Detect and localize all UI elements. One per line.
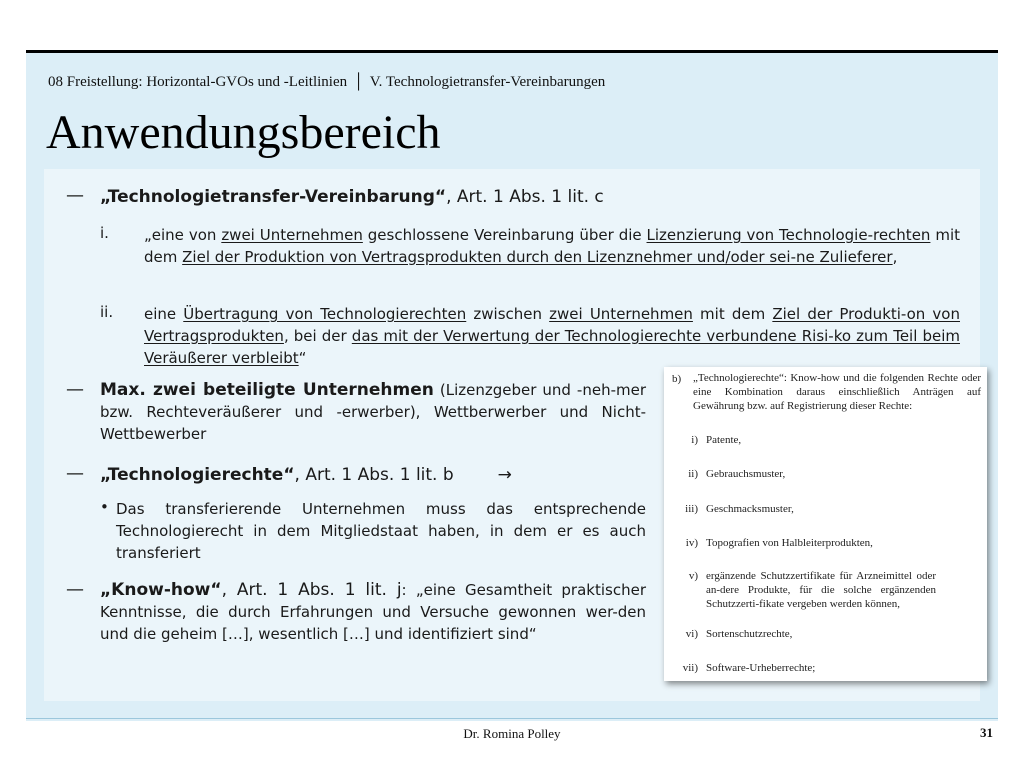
section-heading: [100, 185, 966, 209]
legal-text-excerpt: [664, 367, 987, 681]
underlined-run: Übertragung von Technologierechten: [183, 305, 467, 323]
excerpt-item-number: iv): [685, 537, 698, 549]
excerpt-item-text: Topografien von Halbleiterprodukten,: [706, 537, 873, 549]
excerpt-item-number: iii): [685, 503, 698, 515]
breadcrumb-section: V. Technologietransfer-Vereinbarungen: [369, 74, 606, 90]
underlined-run: Ziel der Produkti-on von Vertragsprodukten: [144, 305, 960, 345]
list-item-ii: [100, 303, 960, 369]
excerpt-item-text: Sortenschutzrechte,: [706, 628, 793, 640]
footer-divider: [26, 718, 998, 719]
dash-bullet: —: [66, 463, 84, 484]
underlined-run: das mit der Verwertung der Technologierechte verbundene Risi-ko zum Teil beim Veräußerer verbleibt: [144, 327, 960, 367]
underlined-run: Ziel der Produktion von Vertragsprodukten durch den Lizenznehmer und/oder sei-ne Zulieferer: [182, 248, 893, 266]
text-run: mit dem: [144, 226, 961, 266]
list-item-i: [100, 224, 960, 268]
heading-ref: , Art. 1 Abs. 1 lit. j: [221, 580, 402, 600]
excerpt-item-number: vii): [682, 662, 698, 674]
section-zwei-unternehmen: [66, 379, 646, 445]
dash-bullet: —: [66, 185, 84, 206]
breadcrumb-separator: │: [353, 74, 364, 90]
excerpt-item-text: Patente,: [706, 434, 742, 446]
heading-term: „Technologietransfer-Vereinbarung“: [100, 187, 447, 207]
excerpt-label: b): [672, 373, 682, 385]
heading-term: „Technologierechte“: [100, 465, 295, 485]
text-run: mit dem: [692, 305, 773, 323]
list-number: ii.: [100, 303, 114, 321]
excerpt-item-text: Gebrauchsmuster,: [706, 468, 786, 480]
bullet-text: Das transferierende Unternehmen muss das entsprechende Technologierecht in dem Mitgliedstaat haben, in dem er es auch transferiert: [116, 500, 646, 562]
footer-author: Dr. Romina Polley: [463, 726, 561, 741]
section-technologietransfer: [66, 185, 966, 209]
section-body: : „eine Gesamtheit praktischer Kenntnisse, die durch Erfahrungen und Versuche gewonnen wer-den und die geheim […], wesentlich […] und identifiziert sind“: [100, 581, 646, 643]
excerpt-item-number: v): [688, 570, 698, 582]
breadcrumb-chapter: 08 Freistellung: Horizontal-GVOs und -Leitlinien: [48, 74, 348, 90]
bullet-icon: •: [100, 498, 109, 516]
section-body: (Lizenzgeber und -neh-mer bzw. Rechteveräußerer und -erwerber), Wettberwerber und Nicht-Wettbewerber: [100, 381, 646, 443]
heading-term: „Know-how“: [100, 580, 222, 600]
section-technologierechte: [66, 463, 646, 487]
section-text: [100, 579, 646, 645]
excerpt-item-text: Software-Urheberrechte;: [706, 662, 816, 674]
excerpt-item-number: vi): [685, 628, 698, 640]
excerpt-item-text: Geschmacksmuster,: [706, 503, 794, 515]
list-item-text: [144, 224, 960, 268]
text-run: zwischen: [466, 305, 550, 323]
page-title: Anwendungsbereich: [46, 106, 441, 159]
excerpt-item-number: ii): [688, 468, 698, 480]
heading-ref: , Art. 1 Abs. 1 lit. b: [294, 465, 454, 485]
text-run: “: [298, 349, 307, 367]
text-run: „eine von: [144, 226, 222, 244]
underlined-run: zwei Unternehmen: [549, 305, 693, 323]
page-number: 31: [980, 725, 993, 740]
heading-ref: , Art. 1 Abs. 1 lit. c: [446, 187, 604, 207]
dash-bullet: —: [66, 579, 84, 600]
excerpt-item-number: i): [691, 434, 698, 446]
text-run: , bei der: [283, 327, 352, 345]
arrow-right-icon: →: [497, 465, 512, 485]
section-text: [100, 379, 646, 445]
excerpt-item-text: ergänzende Schutzzertifikate für Arzneimittel oder an-dere Produkte, für die solche ergänzenden Schutzzerti-fikate vergeben werden können,: [706, 570, 936, 610]
text-run: geschlossene Vereinbarung über die: [362, 226, 647, 244]
underlined-run: Lizenzierung von Technologie-rechten: [646, 226, 931, 244]
section-heading: [100, 463, 646, 487]
breadcrumb: [48, 74, 605, 91]
bullet-item: [100, 498, 646, 564]
text-run: eine: [144, 305, 184, 323]
dash-bullet: —: [66, 379, 84, 400]
excerpt-intro: „Technologierechte“: Know-how und die folgenden Rechte oder eine Kombination daraus einschließlich Anträgen auf Gewährung bzw. auf Registrierung dieser Rechte:: [693, 372, 981, 412]
heading-term: Max. zwei beteiligte Unternehmen: [100, 380, 434, 400]
underlined-run: zwei Unternehmen: [221, 226, 363, 244]
text-run: ,: [892, 248, 898, 266]
list-item-text: [144, 303, 960, 369]
list-number: i.: [100, 224, 109, 242]
section-know-how: [66, 579, 646, 645]
